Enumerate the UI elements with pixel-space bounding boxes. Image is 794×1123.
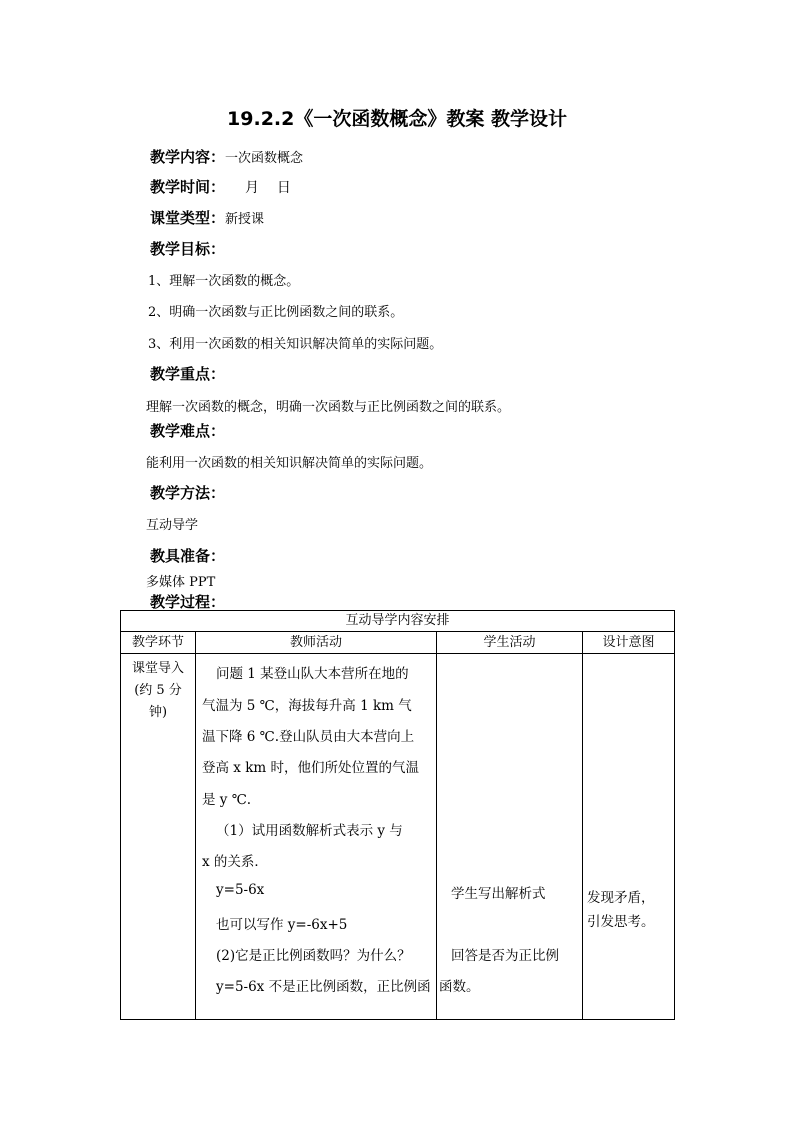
teacher-line: 气温为 5 ℃，海拔每升高 1 km 气: [202, 698, 412, 714]
intent-line: 引发思考。: [587, 914, 655, 930]
process-heading: 教学过程：: [150, 593, 226, 611]
student-line: 函数。: [439, 979, 480, 995]
teacher-line: 登高 x km 时，他们所处位置的气温: [202, 760, 419, 776]
teacher-line: y=5-6x: [216, 882, 265, 898]
student-line: 学生写出解析式: [451, 886, 546, 902]
stage-line: 课堂导入: [131, 661, 184, 676]
document-title: 19.2.2《一次函数概念》教案 教学设计: [227, 108, 567, 130]
lesson-type-line: [150, 207, 264, 228]
student-line: 回答是否为正比例: [451, 948, 559, 964]
difficulties-heading: 教学难点：: [150, 422, 226, 440]
teacher-line: (2)它是正比例函数吗？为什么？: [216, 948, 411, 964]
tools-heading: 教具准备：: [150, 547, 226, 565]
teacher-line: 也可以写作 y=-6x+5: [216, 917, 348, 933]
column-header-intent: 设计意图: [583, 632, 675, 654]
goal-item-1: 1、理解一次函数的概念。: [148, 274, 300, 289]
intent-line: 发现矛盾，: [587, 890, 655, 906]
teaching-content-label: 教学内容：: [150, 148, 226, 166]
teacher-line: 是 y ℃.: [202, 792, 252, 808]
student-activity-cell: [437, 654, 583, 1020]
lesson-type-label: 课堂类型：: [150, 209, 226, 227]
teaching-time-line: [150, 176, 291, 197]
key-points-heading: 教学重点：: [150, 365, 226, 383]
tools-text: 多媒体 PPT: [146, 575, 216, 590]
teacher-line: x 的关系．: [202, 854, 268, 870]
table-row: [121, 654, 675, 1020]
difficulties-text: 能利用一次函数的相关知识解决简单的实际问题。: [146, 456, 433, 471]
teaching-content-line: [150, 146, 303, 167]
process-table: [120, 610, 675, 1020]
column-header-teacher: 教师活动: [196, 632, 437, 654]
goals-heading: 教学目标：: [150, 240, 226, 258]
goal-item-2: 2、明确一次函数与正比例函数之间的联系。: [148, 305, 404, 320]
method-heading: 教学方法：: [150, 484, 226, 502]
stage-line: (约 5 分: [134, 683, 182, 698]
key-points-text: 理解一次函数的概念，明确一次函数与正比例函数之间的联系。: [146, 400, 511, 415]
teaching-content-value: 一次函数概念: [225, 151, 304, 166]
teaching-time-value: 月 日: [245, 180, 291, 196]
goal-item-3: 3、利用一次函数的相关知识解决简单的实际问题。: [148, 337, 443, 352]
teacher-line: 温下降 6 ℃.登山队员由大本营向上: [202, 729, 415, 745]
teacher-line: （1）试用函数解析式表示 y 与: [216, 823, 403, 839]
lesson-type-value: 新授课: [225, 212, 265, 227]
teacher-line: y=5-6x 不是正比例函数，正比例函: [216, 979, 431, 995]
stage-cell: [121, 654, 196, 1020]
teacher-activity-cell: [196, 654, 437, 1020]
column-header-student: 学生活动: [437, 632, 583, 654]
method-text: 互动导学: [146, 518, 199, 533]
column-header-stage: 教学环节: [121, 632, 196, 654]
teacher-line: 问题 1 某登山队大本营所在地的: [216, 666, 409, 682]
teaching-time-label: 教学时间：: [150, 178, 226, 196]
stage-line: 钟): [148, 705, 168, 720]
process-table-caption: 互动导学内容安排: [121, 611, 675, 632]
design-intent-cell: [583, 654, 675, 1020]
